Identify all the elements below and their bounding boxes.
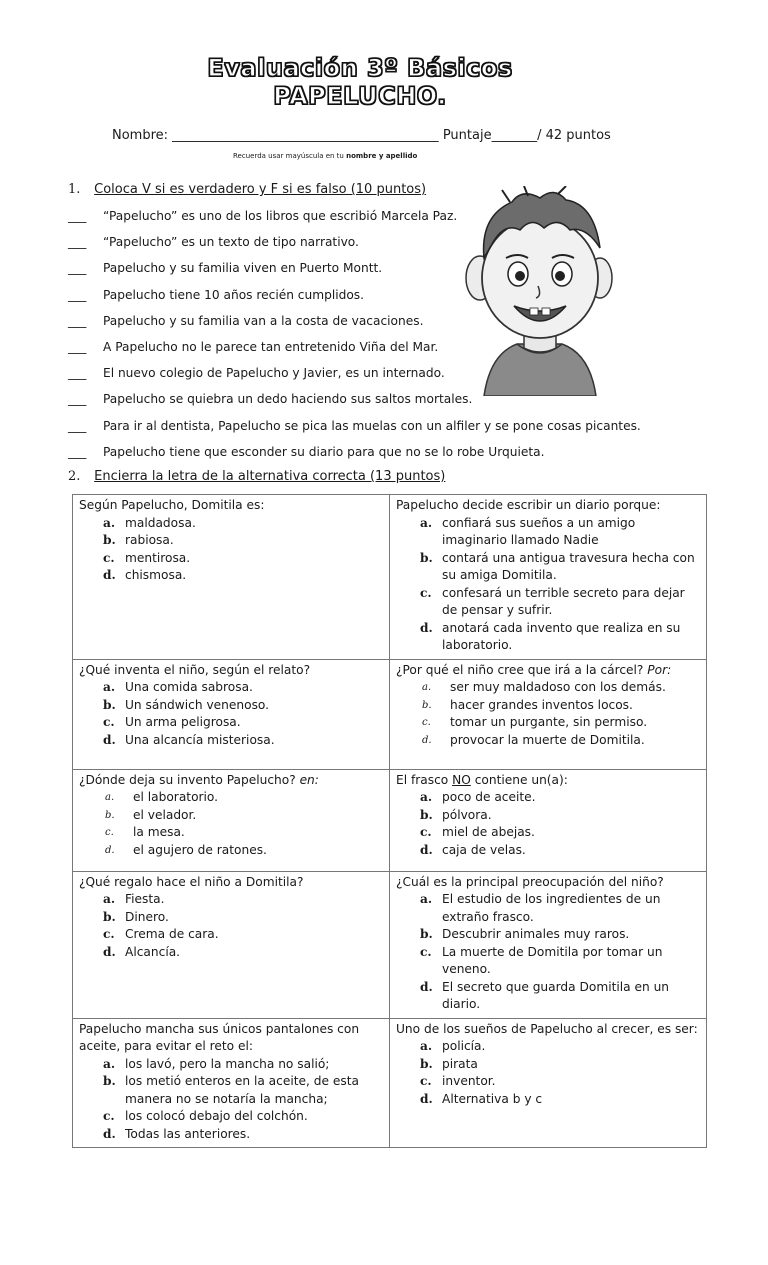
question-cell bbox=[73, 871, 390, 1018]
option-item bbox=[396, 679, 700, 697]
option-letter: a. bbox=[103, 680, 116, 694]
section-1-heading: 1. Coloca V si es verdadero y F si es falso (10 puntos) bbox=[68, 182, 427, 197]
option-text: el laboratorio. bbox=[133, 790, 219, 804]
option-item bbox=[79, 807, 383, 825]
option-item bbox=[79, 1108, 383, 1126]
answer-blank: ___ bbox=[68, 313, 87, 328]
statement-text: Para ir al dentista, Papelucho se pica las muelas con un alfiler y se pone cosas picantes. bbox=[103, 418, 641, 433]
option-text: confesará un terrible secreto para dejar de pensar y sufrir. bbox=[442, 585, 685, 617]
option-letter: a. bbox=[420, 1039, 433, 1053]
option-letter: d. bbox=[420, 842, 433, 857]
option-letter: d. bbox=[420, 1091, 433, 1106]
section-2-heading: 2. Encierra la letra de la alternativa correcta (13 puntos) bbox=[68, 469, 446, 484]
option-item bbox=[79, 697, 383, 715]
statement-text: “Papelucho” es uno de los libros que escribió Marcela Paz. bbox=[103, 209, 458, 223]
true-false-item bbox=[68, 314, 423, 328]
option-text: Todas las anteriores. bbox=[125, 1126, 251, 1141]
option-item bbox=[79, 732, 383, 750]
table-row bbox=[73, 1018, 707, 1148]
option-item bbox=[396, 1056, 700, 1074]
option-item bbox=[396, 1038, 700, 1056]
option-letter: d. bbox=[105, 844, 115, 856]
option-letter: d. bbox=[420, 620, 433, 635]
option-letter: d. bbox=[103, 568, 116, 582]
option-item bbox=[79, 944, 383, 962]
option-text: chismosa. bbox=[125, 568, 187, 582]
question-cell bbox=[73, 1018, 390, 1148]
option-letter: a. bbox=[103, 515, 116, 530]
option-text: inventor. bbox=[442, 1074, 496, 1088]
option-item bbox=[396, 1091, 700, 1109]
option-text: el velador. bbox=[133, 807, 197, 822]
answer-blank: ___ bbox=[68, 261, 87, 276]
answer-blank: ___ bbox=[68, 418, 87, 433]
true-false-item bbox=[68, 445, 544, 459]
option-text: mentirosa. bbox=[125, 550, 191, 565]
multiple-choice-table bbox=[72, 494, 707, 1148]
option-letter: b. bbox=[420, 550, 433, 565]
option-letter: a. bbox=[103, 1056, 116, 1071]
option-item bbox=[396, 697, 700, 715]
answer-blank: ___ bbox=[68, 209, 87, 223]
option-text: tomar un purgante, sin permiso. bbox=[450, 715, 648, 729]
score-field-label: Puntaje_______/ 42 puntos bbox=[442, 128, 611, 143]
option-item bbox=[79, 926, 383, 944]
option-letter: c. bbox=[420, 1074, 432, 1088]
option-letter: c. bbox=[420, 825, 432, 839]
option-text: Un arma peligrosa. bbox=[125, 715, 241, 729]
question-cell bbox=[390, 659, 707, 769]
option-item bbox=[79, 532, 383, 550]
option-letter: b. bbox=[420, 927, 433, 941]
option-letter: b. bbox=[103, 1074, 116, 1088]
option-item bbox=[396, 807, 700, 825]
option-text: Crema de cara. bbox=[125, 927, 219, 941]
option-letter: d. bbox=[420, 979, 433, 994]
option-letter: c. bbox=[420, 585, 432, 600]
question-cell bbox=[73, 659, 390, 769]
option-text: El secreto que guarda Domitila en un diario. bbox=[442, 979, 670, 1011]
option-text: contará una antigua travesura hecha con su amiga Domitila. bbox=[442, 550, 695, 582]
answer-blank: ___ bbox=[68, 340, 87, 354]
option-text: Alternativa b y c bbox=[442, 1091, 543, 1106]
question-cell bbox=[73, 769, 390, 871]
option-letter: a. bbox=[422, 682, 432, 693]
answer-blank: ___ bbox=[68, 444, 87, 459]
option-item bbox=[79, 1073, 383, 1108]
statement-text: El nuevo colegio de Papelucho y Javier, es un internado. bbox=[103, 366, 445, 381]
option-item bbox=[396, 620, 700, 655]
question-text: Papelucho decide escribir un diario porque: bbox=[396, 498, 661, 512]
option-text: El estudio de los ingredientes de un extraño frasco. bbox=[442, 892, 661, 924]
option-text: los metió enteros en la aceite, de esta manera no se notaría la mancha; bbox=[125, 1074, 359, 1106]
true-false-item bbox=[68, 209, 457, 223]
table-row bbox=[73, 495, 707, 660]
question-text: Papelucho mancha sus únicos pantalones con aceite, para evitar el reto el: bbox=[79, 1021, 360, 1053]
option-item bbox=[396, 732, 700, 750]
options-list bbox=[79, 891, 383, 961]
answer-blank: ___ bbox=[68, 366, 87, 381]
answer-blank: ___ bbox=[68, 392, 87, 407]
statement-text: Papelucho tiene 10 años recién cumplidos. bbox=[103, 287, 365, 302]
option-text: maldadosa. bbox=[125, 515, 196, 530]
name-field-label: Nombre: _________________________________________ bbox=[112, 128, 439, 143]
table-row bbox=[73, 871, 707, 1018]
option-item bbox=[79, 891, 383, 909]
question-text: ¿Dónde deja su invento Papelucho? en: bbox=[79, 772, 319, 787]
statement-text: A Papelucho no le parece tan entretenido Viña del Mar. bbox=[103, 340, 439, 354]
option-letter: a. bbox=[420, 790, 433, 804]
question-text: Uno de los sueños de Papelucho al crecer, es ser: bbox=[396, 1021, 698, 1036]
options-list bbox=[79, 1056, 383, 1144]
option-text: anotará cada invento que realiza en su laboratorio. bbox=[442, 620, 681, 652]
option-letter: c. bbox=[103, 715, 115, 729]
options-list bbox=[396, 679, 700, 749]
option-item bbox=[396, 891, 700, 926]
option-item bbox=[396, 714, 700, 732]
title-line-2: PAPELUCHO. bbox=[273, 82, 447, 110]
option-item bbox=[79, 1056, 383, 1074]
true-false-item bbox=[68, 419, 641, 433]
answer-blank: ___ bbox=[68, 235, 87, 250]
option-text: la mesa. bbox=[133, 825, 185, 839]
option-text: el agujero de ratones. bbox=[133, 842, 267, 857]
option-item bbox=[396, 926, 700, 944]
statement-text: Papelucho y su familia van a la costa de vacaciones. bbox=[103, 313, 424, 328]
option-text: poco de aceite. bbox=[442, 790, 536, 804]
true-false-item bbox=[68, 235, 359, 249]
option-text: Una comida sabrosa. bbox=[125, 680, 253, 694]
option-text: los colocó debajo del colchón. bbox=[125, 1109, 308, 1123]
option-text: pólvora. bbox=[442, 807, 492, 822]
option-text: los lavó, pero la mancha no salió; bbox=[125, 1056, 330, 1071]
option-letter: d. bbox=[103, 944, 116, 959]
option-letter: b. bbox=[103, 697, 116, 712]
option-letter: d. bbox=[422, 734, 432, 746]
option-item bbox=[79, 550, 383, 568]
option-letter: c. bbox=[103, 1109, 115, 1123]
true-false-item bbox=[68, 288, 364, 302]
option-item bbox=[396, 789, 700, 807]
option-item bbox=[79, 679, 383, 697]
question-text: ¿Cuál es la principal preocupación del niño? bbox=[396, 874, 664, 889]
option-letter: a. bbox=[420, 892, 433, 906]
option-item bbox=[79, 515, 383, 533]
question-text: ¿Por qué el niño cree que irá a la cárcel? Por: bbox=[396, 662, 672, 677]
true-false-item bbox=[68, 261, 382, 275]
option-text: Descubrir animales muy raros. bbox=[442, 927, 630, 941]
option-letter: b. bbox=[420, 1056, 433, 1071]
options-list bbox=[396, 1038, 700, 1108]
option-letter: b. bbox=[103, 533, 116, 547]
question-cell bbox=[73, 495, 390, 660]
option-letter: c. bbox=[103, 927, 115, 941]
option-text: policía. bbox=[442, 1039, 486, 1053]
option-letter: a. bbox=[105, 792, 115, 803]
option-text: hacer grandes inventos locos. bbox=[450, 697, 633, 712]
option-text: pirata bbox=[442, 1056, 478, 1071]
option-item bbox=[79, 824, 383, 842]
option-text: Alcancía. bbox=[125, 944, 181, 959]
answer-blank: ___ bbox=[68, 287, 87, 302]
statement-text: Papelucho y su familia viven en Puerto Montt. bbox=[103, 261, 383, 276]
option-text: caja de velas. bbox=[442, 842, 526, 857]
option-letter: c. bbox=[422, 717, 431, 728]
question-cell bbox=[390, 769, 707, 871]
option-letter: b. bbox=[103, 909, 116, 924]
options-list bbox=[396, 891, 700, 1014]
table-row bbox=[73, 659, 707, 769]
option-item bbox=[396, 944, 700, 979]
name-hint: Recuerda usar mayúscula en tu nombre y apellido bbox=[233, 152, 418, 160]
option-item bbox=[79, 567, 383, 585]
options-list bbox=[79, 679, 383, 749]
option-item bbox=[396, 515, 700, 550]
option-item bbox=[396, 585, 700, 620]
option-letter: b. bbox=[105, 809, 115, 821]
option-item bbox=[79, 842, 383, 860]
option-item bbox=[79, 1126, 383, 1144]
boy-portrait-icon bbox=[462, 186, 617, 396]
true-false-item bbox=[68, 392, 472, 406]
option-item bbox=[79, 909, 383, 927]
option-text: La muerte de Domitila por tomar un veneno. bbox=[442, 944, 663, 976]
option-letter: c. bbox=[105, 827, 114, 838]
option-item bbox=[396, 824, 700, 842]
question-text: Según Papelucho, Domitila es: bbox=[79, 498, 265, 512]
true-false-item bbox=[68, 340, 438, 354]
option-text: Una alcancía misteriosa. bbox=[125, 732, 275, 747]
question-cell bbox=[390, 495, 707, 660]
option-item bbox=[396, 1073, 700, 1091]
option-text: Un sándwich venenoso. bbox=[125, 697, 270, 712]
option-letter: c. bbox=[420, 944, 432, 959]
option-letter: a. bbox=[103, 892, 116, 906]
option-letter: b. bbox=[420, 807, 433, 822]
option-text: miel de abejas. bbox=[442, 825, 535, 839]
options-list bbox=[396, 789, 700, 859]
option-item bbox=[396, 842, 700, 860]
question-text: ¿Qué regalo hace el niño a Domitila? bbox=[79, 874, 304, 889]
option-letter: b. bbox=[422, 699, 432, 711]
option-item bbox=[396, 550, 700, 585]
option-item bbox=[79, 714, 383, 732]
option-text: Dinero. bbox=[125, 909, 169, 924]
option-text: confiará sus sueños a un amigo imaginario llamado Nadie bbox=[442, 515, 636, 547]
true-false-item bbox=[68, 366, 445, 380]
option-letter: c. bbox=[103, 550, 115, 565]
table-row bbox=[73, 769, 707, 871]
question-text: El frasco NO contiene un(a): bbox=[396, 772, 568, 787]
title-line-1: Evaluación 3º Básicos bbox=[207, 54, 513, 82]
option-letter: d. bbox=[103, 732, 116, 747]
option-item bbox=[79, 789, 383, 807]
question-text: ¿Qué inventa el niño, según el relato? bbox=[79, 662, 311, 677]
options-list bbox=[79, 789, 383, 859]
question-cell bbox=[390, 1018, 707, 1148]
option-text: provocar la muerte de Domitila. bbox=[450, 732, 645, 747]
question-cell bbox=[390, 871, 707, 1018]
option-text: ser muy maldadoso con los demás. bbox=[450, 680, 666, 694]
options-list bbox=[79, 515, 383, 585]
statement-text: “Papelucho” es un texto de tipo narrativo. bbox=[103, 235, 359, 250]
name-score-line bbox=[112, 128, 611, 143]
statement-text: Papelucho se quiebra un dedo haciendo sus saltos mortales. bbox=[103, 392, 473, 407]
option-letter: a. bbox=[420, 515, 433, 530]
option-letter: d. bbox=[103, 1126, 116, 1141]
option-item bbox=[396, 979, 700, 1014]
statement-text: Papelucho tiene que esconder su diario para que no se lo robe Urquieta. bbox=[103, 444, 545, 459]
option-text: rabiosa. bbox=[125, 533, 174, 547]
option-text: Fiesta. bbox=[125, 892, 165, 906]
options-list bbox=[396, 515, 700, 655]
